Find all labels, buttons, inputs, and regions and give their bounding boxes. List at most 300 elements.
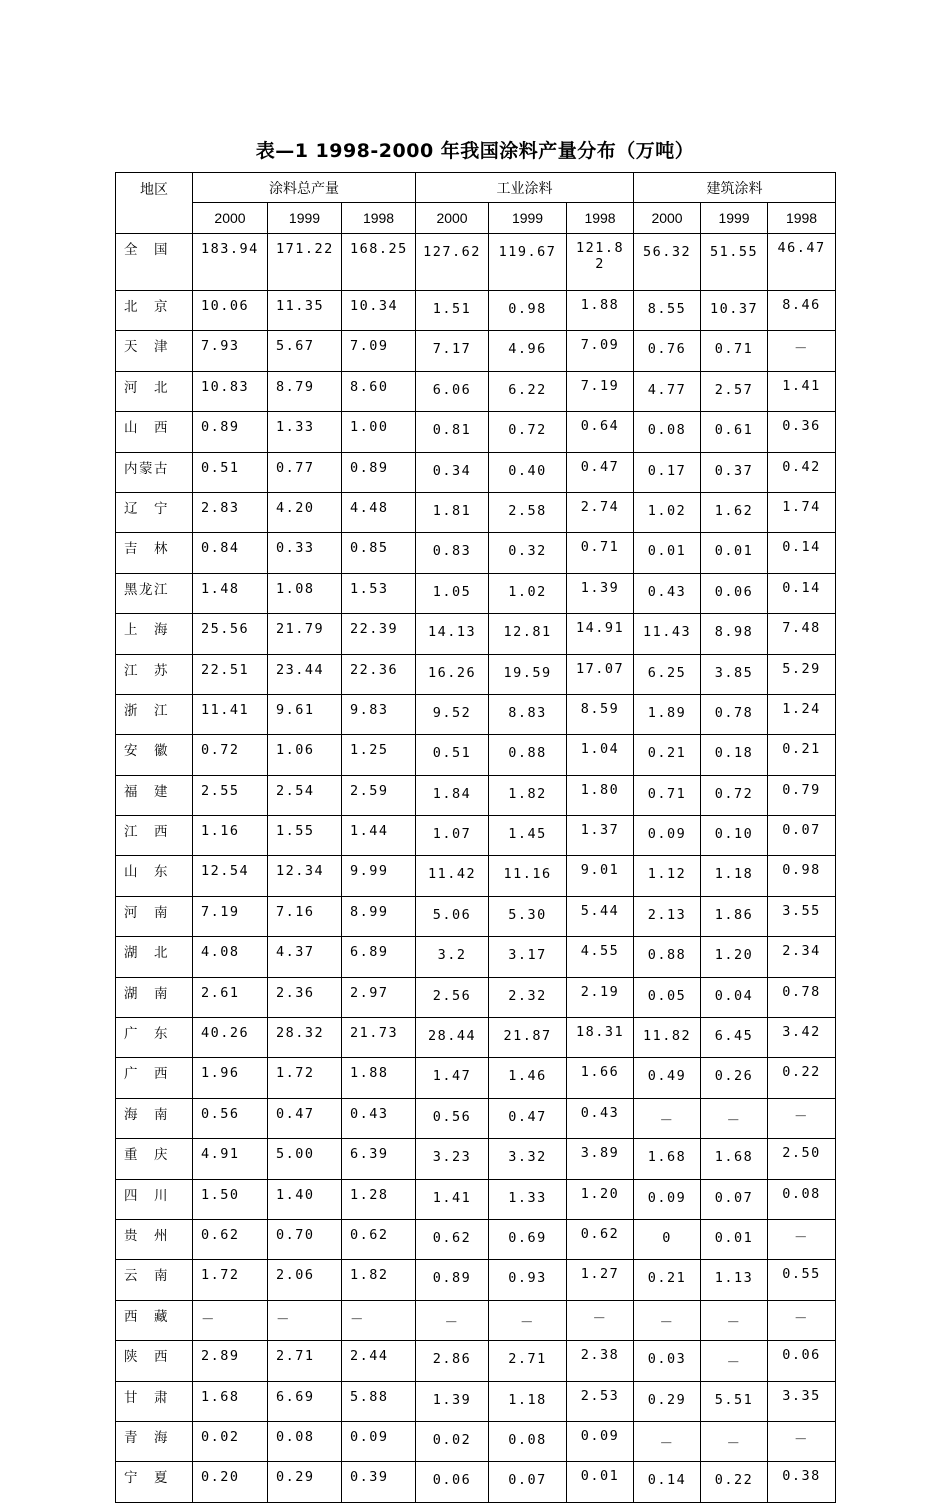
value-cell: 10.37 [701, 291, 768, 331]
value-cell: 14.13 [416, 614, 489, 654]
value-cell: 1.62 [701, 492, 768, 532]
region-cell: 辽 宁 [116, 492, 193, 532]
value-cell: 0.02 [416, 1421, 489, 1461]
region-cell: 全 国 [116, 234, 193, 291]
value-cell: 1.33 [489, 1179, 567, 1219]
value-cell: 3.85 [701, 654, 768, 694]
value-cell: 2.89 [193, 1341, 268, 1381]
value-cell: 0 [634, 1219, 701, 1259]
region-cell: 云 南 [116, 1260, 193, 1300]
value-cell: 1.82 [489, 775, 567, 815]
region-cell: 海 南 [116, 1098, 193, 1138]
region-cell: 山 西 [116, 412, 193, 452]
value-cell: 0.32 [489, 533, 567, 573]
value-cell: 46.47 [768, 234, 836, 291]
value-cell: 3.2 [416, 937, 489, 977]
value-cell: 7.19 [193, 896, 268, 936]
table-row [116, 977, 836, 1017]
value-cell: 2.56 [416, 977, 489, 1017]
value-cell: 1.74 [768, 492, 836, 532]
value-cell: 3.17 [489, 937, 567, 977]
value-cell: 0.29 [268, 1462, 342, 1502]
value-cell: 0.43 [567, 1098, 634, 1138]
value-cell: 2.50 [768, 1139, 836, 1179]
region-cell: 青 海 [116, 1421, 193, 1461]
value-cell: 0.26 [701, 1058, 768, 1098]
value-cell: 2.36 [268, 977, 342, 1017]
region-cell: 山 东 [116, 856, 193, 896]
value-cell: 0.84 [193, 533, 268, 573]
region-cell: 黑龙江 [116, 573, 193, 613]
value-cell: 0.89 [416, 1260, 489, 1300]
header-year: 2000 [416, 203, 489, 234]
value-cell: 22.39 [342, 614, 416, 654]
region-cell: 上 海 [116, 614, 193, 654]
value-cell: 0.18 [701, 735, 768, 775]
value-cell: 0.47 [268, 1098, 342, 1138]
value-cell: 1.84 [416, 775, 489, 815]
value-cell: 8.98 [701, 614, 768, 654]
value-cell: 0.79 [768, 775, 836, 815]
value-cell: 127.62 [416, 234, 489, 291]
value-cell: 0.76 [634, 331, 701, 371]
value-cell: 1.47 [416, 1058, 489, 1098]
value-cell: 121.82 [567, 234, 634, 291]
value-cell: 4.91 [193, 1139, 268, 1179]
value-cell: 11.82 [634, 1018, 701, 1058]
value-cell: 1.88 [567, 291, 634, 331]
value-cell: 5.00 [268, 1139, 342, 1179]
value-cell: 9.83 [342, 694, 416, 734]
region-cell: 宁 夏 [116, 1462, 193, 1502]
value-cell: 5.30 [489, 896, 567, 936]
value-cell: 0.93 [489, 1260, 567, 1300]
value-cell: 0.47 [567, 452, 634, 492]
header-year: 1999 [489, 203, 567, 234]
value-cell: － [768, 1300, 836, 1340]
value-cell: 0.37 [701, 452, 768, 492]
value-cell: 8.79 [268, 371, 342, 411]
value-cell: 6.25 [634, 654, 701, 694]
value-cell: 0.83 [416, 533, 489, 573]
region-cell: 天 津 [116, 331, 193, 371]
value-cell: － [634, 1300, 701, 1340]
value-cell: 3.89 [567, 1139, 634, 1179]
value-cell: 6.22 [489, 371, 567, 411]
value-cell: 0.21 [634, 1260, 701, 1300]
value-cell: 25.56 [193, 614, 268, 654]
value-cell: 7.09 [567, 331, 634, 371]
value-cell: 1.51 [416, 291, 489, 331]
table-row [116, 1018, 836, 1058]
table-row [116, 816, 836, 856]
value-cell: 0.06 [416, 1462, 489, 1502]
value-cell: 5.51 [701, 1381, 768, 1421]
value-cell: 0.71 [567, 533, 634, 573]
region-cell: 陕 西 [116, 1341, 193, 1381]
value-cell: 0.78 [768, 977, 836, 1017]
value-cell: 1.02 [634, 492, 701, 532]
value-cell: 0.51 [193, 452, 268, 492]
region-cell: 河 北 [116, 371, 193, 411]
value-cell: 12.34 [268, 856, 342, 896]
value-cell: 0.21 [634, 735, 701, 775]
value-cell: 11.35 [268, 291, 342, 331]
value-cell: 0.89 [342, 452, 416, 492]
value-cell: 0.01 [701, 533, 768, 573]
table-row [116, 1058, 836, 1098]
value-cell: 1.05 [416, 573, 489, 613]
value-cell: 1.18 [701, 856, 768, 896]
value-cell: 0.62 [193, 1219, 268, 1259]
value-cell: 0.72 [489, 412, 567, 452]
region-cell: 安 徽 [116, 735, 193, 775]
value-cell: 2.61 [193, 977, 268, 1017]
value-cell: － [489, 1300, 567, 1340]
region-cell: 四 川 [116, 1179, 193, 1219]
value-cell: 16.26 [416, 654, 489, 694]
value-cell: 0.06 [701, 573, 768, 613]
value-cell: 0.77 [268, 452, 342, 492]
value-cell: 0.51 [416, 735, 489, 775]
region-cell: 甘 肃 [116, 1381, 193, 1421]
value-cell: 0.22 [768, 1058, 836, 1098]
value-cell: 2.32 [489, 977, 567, 1017]
value-cell: 10.83 [193, 371, 268, 411]
value-cell: 0.81 [416, 412, 489, 452]
value-cell: 7.09 [342, 331, 416, 371]
table-row [116, 492, 836, 532]
value-cell: 0.98 [768, 856, 836, 896]
value-cell: 1.02 [489, 573, 567, 613]
value-cell: 1.89 [634, 694, 701, 734]
header-total: 涂料总产量 [193, 173, 416, 203]
value-cell: 1.04 [567, 735, 634, 775]
value-cell: 1.41 [768, 371, 836, 411]
table-row [116, 1179, 836, 1219]
coating-production-table [115, 172, 836, 1503]
region-cell: 浙 江 [116, 694, 193, 734]
value-cell: 7.16 [268, 896, 342, 936]
value-cell: 1.28 [342, 1179, 416, 1219]
value-cell: 2.19 [567, 977, 634, 1017]
value-cell: 0.20 [193, 1462, 268, 1502]
value-cell: 1.27 [567, 1260, 634, 1300]
value-cell: 0.07 [701, 1179, 768, 1219]
table-row [116, 291, 836, 331]
table-row [116, 1462, 836, 1502]
value-cell: 1.07 [416, 816, 489, 856]
value-cell: 1.72 [268, 1058, 342, 1098]
header-year-row [116, 203, 836, 234]
value-cell: 0.21 [768, 735, 836, 775]
value-cell: 8.60 [342, 371, 416, 411]
header-year: 1998 [342, 203, 416, 234]
table-row [116, 1381, 836, 1421]
value-cell: － [701, 1300, 768, 1340]
value-cell: 22.51 [193, 654, 268, 694]
value-cell: 14.91 [567, 614, 634, 654]
value-cell: 1.16 [193, 816, 268, 856]
value-cell: － [768, 331, 836, 371]
value-cell: 6.45 [701, 1018, 768, 1058]
value-cell: 7.48 [768, 614, 836, 654]
value-cell: 0.08 [768, 1179, 836, 1219]
value-cell: 8.59 [567, 694, 634, 734]
value-cell: － [342, 1300, 416, 1340]
value-cell: 2.71 [489, 1341, 567, 1381]
region-cell: 贵 州 [116, 1219, 193, 1259]
value-cell: 5.88 [342, 1381, 416, 1421]
value-cell: 171.22 [268, 234, 342, 291]
value-cell: 0.17 [634, 452, 701, 492]
value-cell: 28.44 [416, 1018, 489, 1058]
value-cell: 0.56 [416, 1098, 489, 1138]
region-cell: 广 西 [116, 1058, 193, 1098]
value-cell: － [768, 1098, 836, 1138]
header-industrial: 工业涂料 [416, 173, 634, 203]
region-cell: 内蒙古 [116, 452, 193, 492]
value-cell: 10.34 [342, 291, 416, 331]
value-cell: 0.98 [489, 291, 567, 331]
value-cell: － [634, 1098, 701, 1138]
value-cell: 28.32 [268, 1018, 342, 1058]
region-cell: 西 藏 [116, 1300, 193, 1340]
value-cell: 51.55 [701, 234, 768, 291]
value-cell: 0.55 [768, 1260, 836, 1300]
value-cell: 1.08 [268, 573, 342, 613]
region-cell: 湖 北 [116, 937, 193, 977]
header-year: 1998 [567, 203, 634, 234]
value-cell: 21.73 [342, 1018, 416, 1058]
table-row [116, 412, 836, 452]
value-cell: － [701, 1341, 768, 1381]
value-cell: 6.89 [342, 937, 416, 977]
value-cell: 0.02 [193, 1421, 268, 1461]
value-cell: 1.82 [342, 1260, 416, 1300]
value-cell: 0.62 [567, 1219, 634, 1259]
value-cell: 1.39 [567, 573, 634, 613]
value-cell: 0.71 [701, 331, 768, 371]
value-cell: 0.56 [193, 1098, 268, 1138]
value-cell: 0.62 [342, 1219, 416, 1259]
table-row [116, 896, 836, 936]
value-cell: 0.10 [701, 816, 768, 856]
value-cell: 4.37 [268, 937, 342, 977]
value-cell: 0.03 [634, 1341, 701, 1381]
value-cell: － [268, 1300, 342, 1340]
value-cell: － [701, 1098, 768, 1138]
value-cell: 1.81 [416, 492, 489, 532]
value-cell: 1.80 [567, 775, 634, 815]
value-cell: 0.08 [489, 1421, 567, 1461]
value-cell: 8.46 [768, 291, 836, 331]
value-cell: 4.48 [342, 492, 416, 532]
value-cell: 0.49 [634, 1058, 701, 1098]
value-cell: 1.68 [634, 1139, 701, 1179]
value-cell: 1.68 [193, 1381, 268, 1421]
table-title: 表—1 1998-2000 年我国涂料产量分布（万吨） [255, 140, 695, 162]
value-cell: 23.44 [268, 654, 342, 694]
value-cell: － [567, 1300, 634, 1340]
value-cell: 0.01 [567, 1462, 634, 1502]
value-cell: 7.19 [567, 371, 634, 411]
value-cell: 1.68 [701, 1139, 768, 1179]
region-cell: 广 东 [116, 1018, 193, 1058]
value-cell: 1.13 [701, 1260, 768, 1300]
value-cell: 21.79 [268, 614, 342, 654]
region-cell: 江 西 [116, 816, 193, 856]
value-cell: 4.96 [489, 331, 567, 371]
table-row [116, 694, 836, 734]
value-cell: 1.37 [567, 816, 634, 856]
header-year: 1999 [268, 203, 342, 234]
value-cell: 6.39 [342, 1139, 416, 1179]
table-row [116, 1341, 836, 1381]
value-cell: 2.06 [268, 1260, 342, 1300]
value-cell: 1.96 [193, 1058, 268, 1098]
value-cell: 0.01 [701, 1219, 768, 1259]
value-cell: 1.41 [416, 1179, 489, 1219]
value-cell: 1.55 [268, 816, 342, 856]
value-cell: 5.67 [268, 331, 342, 371]
value-cell: 3.32 [489, 1139, 567, 1179]
value-cell: 3.35 [768, 1381, 836, 1421]
value-cell: 0.07 [768, 816, 836, 856]
value-cell: 1.20 [567, 1179, 634, 1219]
region-cell: 湖 南 [116, 977, 193, 1017]
value-cell: 1.12 [634, 856, 701, 896]
value-cell: 0.22 [701, 1462, 768, 1502]
value-cell: 0.62 [416, 1219, 489, 1259]
region-cell: 河 南 [116, 896, 193, 936]
value-cell: 12.81 [489, 614, 567, 654]
value-cell: 0.08 [268, 1421, 342, 1461]
value-cell: 0.89 [193, 412, 268, 452]
value-cell: 40.26 [193, 1018, 268, 1058]
value-cell: 3.42 [768, 1018, 836, 1058]
value-cell: 0.09 [567, 1421, 634, 1461]
header-group-row [116, 173, 836, 203]
value-cell: 0.85 [342, 533, 416, 573]
value-cell: 183.94 [193, 234, 268, 291]
value-cell: 0.78 [701, 694, 768, 734]
value-cell: 22.36 [342, 654, 416, 694]
value-cell: 9.52 [416, 694, 489, 734]
value-cell: 0.70 [268, 1219, 342, 1259]
table-row [116, 1300, 836, 1340]
value-cell: 1.40 [268, 1179, 342, 1219]
value-cell: － [416, 1300, 489, 1340]
value-cell: 1.48 [193, 573, 268, 613]
value-cell: 0.88 [489, 735, 567, 775]
value-cell: 1.53 [342, 573, 416, 613]
value-cell: 1.00 [342, 412, 416, 452]
value-cell: 0.04 [701, 977, 768, 1017]
value-cell: 9.61 [268, 694, 342, 734]
value-cell: 18.31 [567, 1018, 634, 1058]
table-row [116, 937, 836, 977]
value-cell: 0.09 [634, 816, 701, 856]
value-cell: 2.83 [193, 492, 268, 532]
value-cell: 4.20 [268, 492, 342, 532]
table-row [116, 614, 836, 654]
value-cell: 0.09 [342, 1421, 416, 1461]
value-cell: 0.09 [634, 1179, 701, 1219]
table-row [116, 1219, 836, 1259]
value-cell: 1.88 [342, 1058, 416, 1098]
value-cell: 17.07 [567, 654, 634, 694]
table-row [116, 234, 836, 291]
value-cell: 1.06 [268, 735, 342, 775]
region-cell: 重 庆 [116, 1139, 193, 1179]
value-cell: － [193, 1300, 268, 1340]
value-cell: 0.14 [634, 1462, 701, 1502]
value-cell: 1.46 [489, 1058, 567, 1098]
value-cell: 2.74 [567, 492, 634, 532]
header-year: 2000 [193, 203, 268, 234]
table-row [116, 1421, 836, 1461]
value-cell: 0.72 [701, 775, 768, 815]
value-cell: 0.07 [489, 1462, 567, 1502]
value-cell: 5.29 [768, 654, 836, 694]
value-cell: 1.20 [701, 937, 768, 977]
value-cell: 0.36 [768, 412, 836, 452]
value-cell: 0.14 [768, 573, 836, 613]
header-year: 1999 [701, 203, 768, 234]
table-row [116, 654, 836, 694]
value-cell: 9.99 [342, 856, 416, 896]
value-cell: 8.55 [634, 291, 701, 331]
value-cell: 5.06 [416, 896, 489, 936]
value-cell: 2.44 [342, 1341, 416, 1381]
value-cell: 21.87 [489, 1018, 567, 1058]
value-cell: 11.42 [416, 856, 489, 896]
value-cell: 1.24 [768, 694, 836, 734]
value-cell: 6.06 [416, 371, 489, 411]
table-row [116, 533, 836, 573]
table-row [116, 1098, 836, 1138]
value-cell: 0.64 [567, 412, 634, 452]
value-cell: 4.55 [567, 937, 634, 977]
value-cell: － [701, 1421, 768, 1461]
table-row [116, 1139, 836, 1179]
value-cell: 0.05 [634, 977, 701, 1017]
value-cell: 4.77 [634, 371, 701, 411]
value-cell: 1.45 [489, 816, 567, 856]
value-cell: 1.33 [268, 412, 342, 452]
value-cell: 0.71 [634, 775, 701, 815]
region-cell: 福 建 [116, 775, 193, 815]
value-cell: 2.38 [567, 1341, 634, 1381]
value-cell: 0.06 [768, 1341, 836, 1381]
value-cell: 0.34 [416, 452, 489, 492]
value-cell: 1.86 [701, 896, 768, 936]
value-cell: 2.58 [489, 492, 567, 532]
value-cell: 0.38 [768, 1462, 836, 1502]
region-cell: 江 苏 [116, 654, 193, 694]
value-cell: 8.99 [342, 896, 416, 936]
value-cell: 5.44 [567, 896, 634, 936]
value-cell: 2.71 [268, 1341, 342, 1381]
value-cell: 0.61 [701, 412, 768, 452]
value-cell: 0.69 [489, 1219, 567, 1259]
value-cell: 11.41 [193, 694, 268, 734]
value-cell: 0.33 [268, 533, 342, 573]
value-cell: 7.93 [193, 331, 268, 371]
value-cell: 7.17 [416, 331, 489, 371]
table-row [116, 573, 836, 613]
